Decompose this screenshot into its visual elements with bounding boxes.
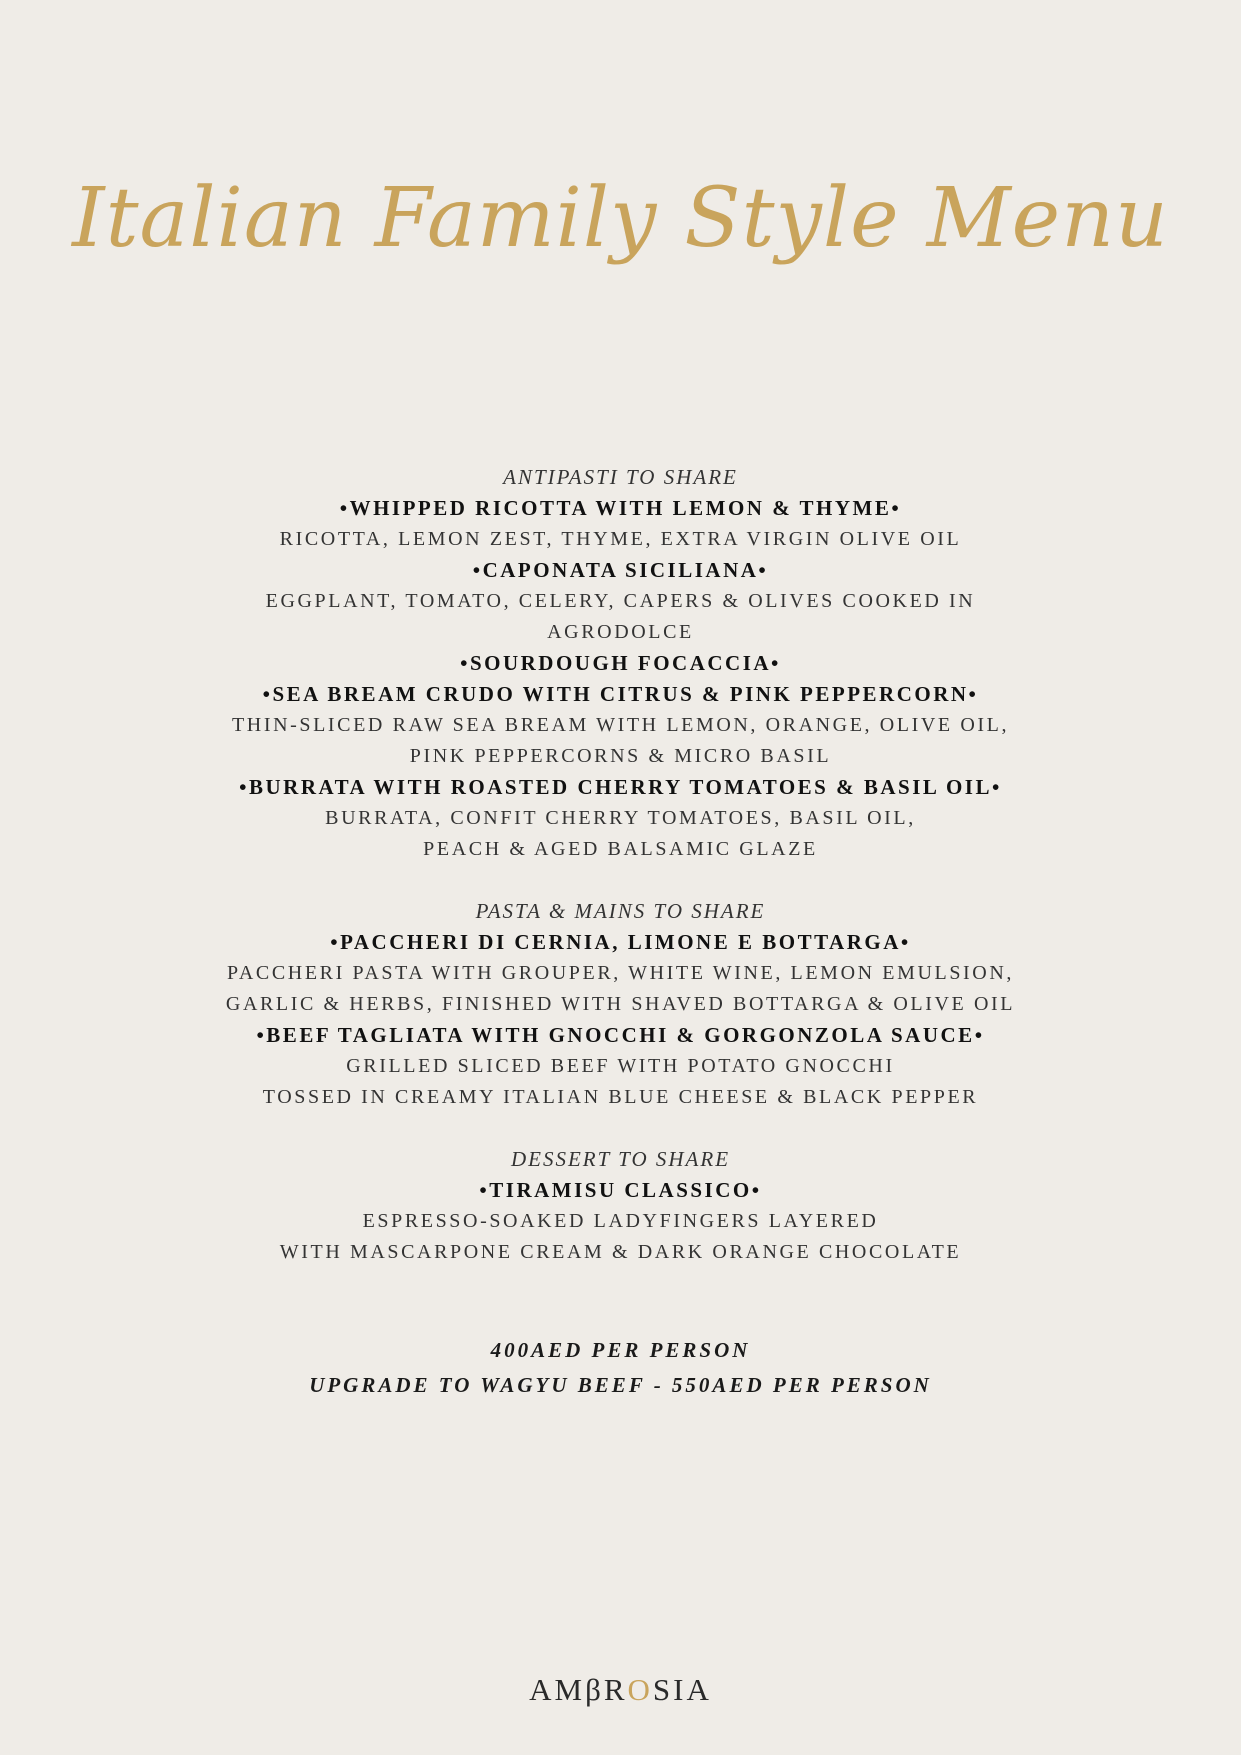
- price-per-person: 400AED PER PERSON: [490, 1338, 751, 1362]
- dish-description: PEACH & AGED BALSAMIC GLAZE: [423, 838, 818, 860]
- dish-name: •BURRATA WITH ROASTED CHERRY TOMATOES & BASIL OIL•: [239, 775, 1002, 799]
- dish-description: BURRATA, CONFIT CHERRY TOMATOES, BASIL OIL,: [325, 807, 916, 829]
- dish-description: WITH MASCARPONE CREAM & DARK ORANGE CHOCOLATE: [279, 1241, 962, 1263]
- dish-description: GRILLED SLICED BEEF WITH POTATO GNOCCHI: [346, 1055, 895, 1077]
- section-heading: DESSERT TO SHARE: [510, 1147, 731, 1171]
- menu-body: [120, 462, 1121, 1299]
- dish-name: •SEA BREAM CRUDO WITH CITRUS & PINK PEPPERCORN•: [262, 682, 979, 706]
- dish-description: RICOTTA, LEMON ZEST, THYME, EXTRA VIRGIN OLIVE OIL: [279, 528, 962, 550]
- dish-description: GARLIC & HERBS, FINISHED WITH SHAVED BOTTARGA & OLIVE OIL: [225, 993, 1016, 1015]
- menu-section: [120, 896, 1121, 1113]
- dish-name: •PACCHERI DI CERNIA, LIMONE E BOTTARGA•: [330, 930, 911, 954]
- section-heading: PASTA & MAINS TO SHARE: [475, 899, 766, 923]
- dish-description: EGGPLANT, TOMATO, CELERY, CAPERS & OLIVES COOKED IN: [265, 590, 976, 612]
- dish-description: PACCHERI PASTA WITH GROUPER, WHITE WINE, LEMON EMULSION,: [227, 962, 1014, 984]
- dish-name: •CAPONATA SICILIANA•: [472, 558, 769, 582]
- menu-section: [120, 462, 1121, 865]
- dish-description: THIN-SLICED RAW SEA BREAM WITH LEMON, ORANGE, OLIVE OIL,: [231, 714, 1010, 736]
- dish-name: •TIRAMISU CLASSICO•: [479, 1178, 762, 1202]
- section-heading: ANTIPASTI TO SHARE: [503, 465, 738, 489]
- dish-name: •WHIPPED RICOTTA WITH LEMON & THYME•: [339, 496, 902, 520]
- wagyu-upgrade-price: UPGRADE TO WAGYU BEEF - 550AED PER PERSON: [309, 1373, 932, 1397]
- dish-name: •BEEF TAGLIATA WITH GNOCCHI & GORGONZOLA SAUCE•: [256, 1023, 985, 1047]
- dish-description: AGRODOLCE: [547, 621, 694, 643]
- menu-title: Italian Family Style Menu: [72, 171, 1169, 266]
- dish-description: TOSSED IN CREAMY ITALIAN BLUE CHEESE & BLACK PEPPER: [262, 1086, 979, 1108]
- logo-text-start: AMβR: [529, 1672, 628, 1707]
- dish-name: •SOURDOUGH FOCACCIA•: [460, 651, 781, 675]
- logo-text-end: SIA: [652, 1672, 712, 1707]
- dish-description: PINK PEPPERCORNS & MICRO BASIL: [409, 745, 832, 767]
- ambrosia-logo: [0, 1672, 1241, 1708]
- pricing-block: [0, 1333, 1241, 1403]
- logo-gold-o: O: [627, 1672, 653, 1707]
- dish-description: ESPRESSO-SOAKED LADYFINGERS LAYERED: [362, 1210, 879, 1232]
- menu-section: [120, 1144, 1121, 1268]
